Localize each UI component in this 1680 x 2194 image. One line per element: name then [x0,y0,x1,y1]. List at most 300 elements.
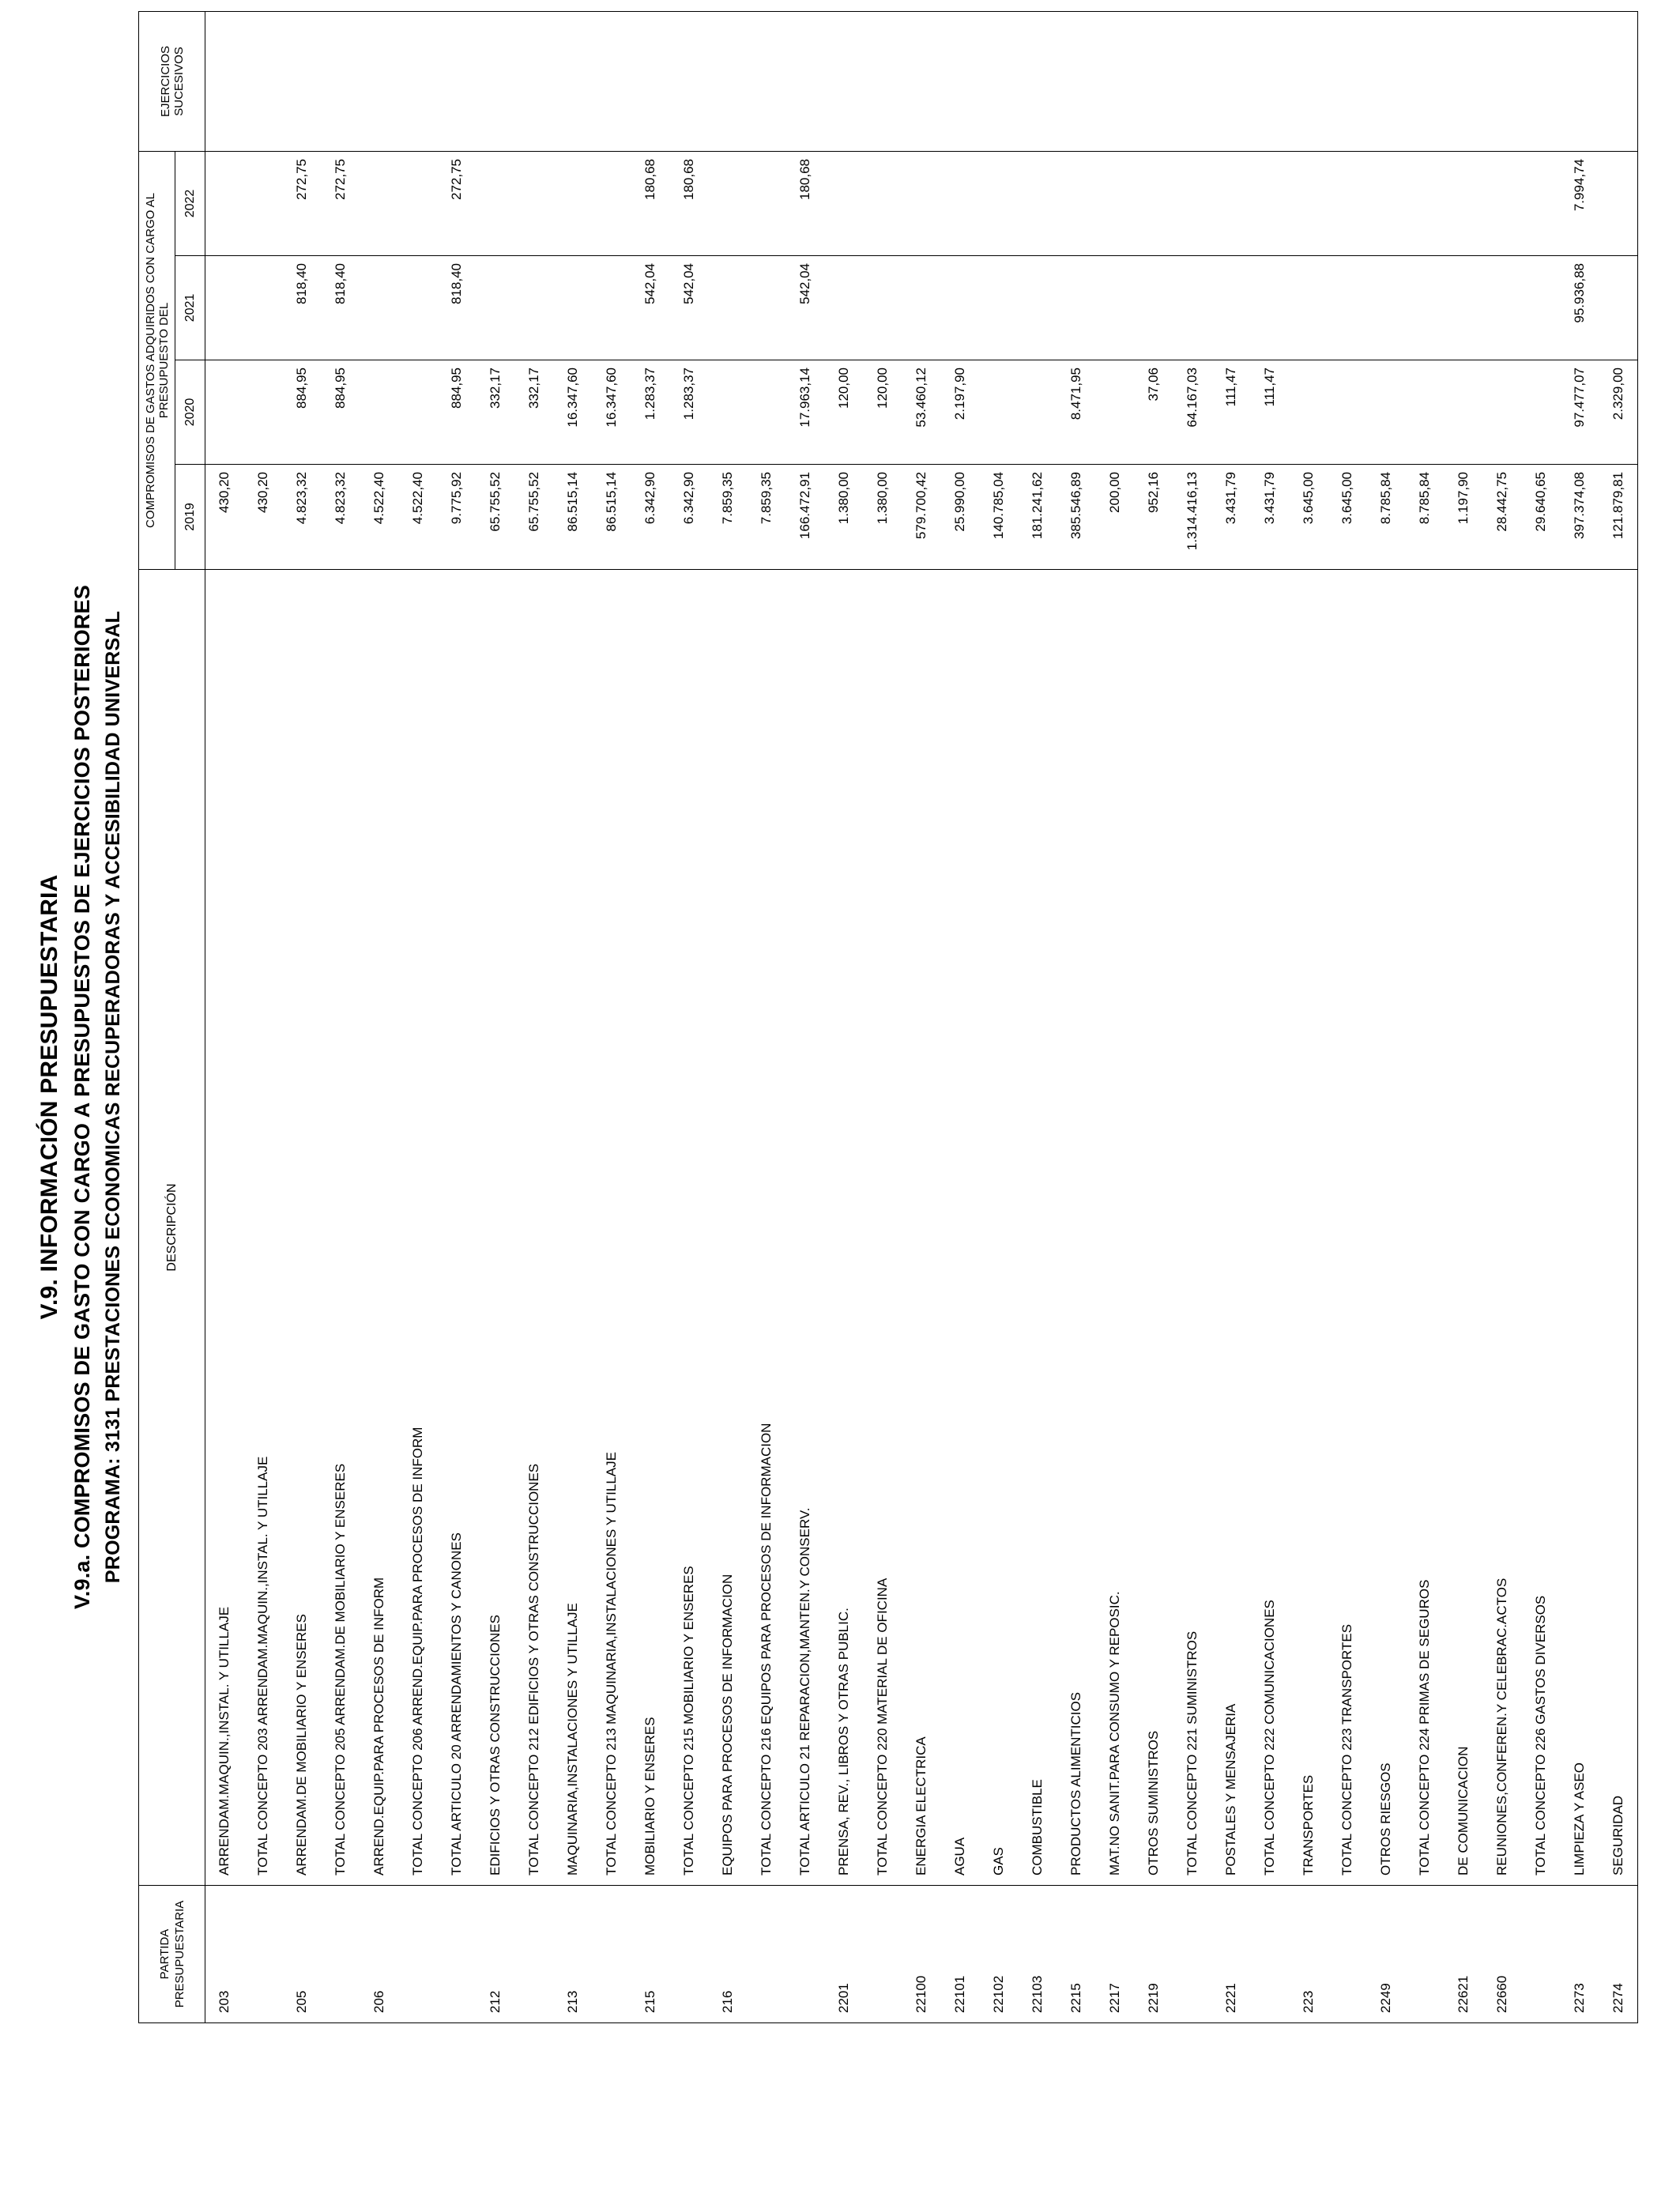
partida-cell [1173,1886,1212,2023]
value-2019-cell: 200,00 [1096,465,1135,570]
description-cell: MAQUINARIA,INSTALACIONES Y UTILLAJE [554,570,593,1886]
partida-cell [670,1886,709,2023]
table-row [825,11,864,2022]
table-row [1599,11,1638,2022]
value-2021-cell [1019,256,1057,360]
value-2021-cell [825,256,864,360]
header-compromisos: COMPROMISOS DE GASTOS ADQUIRIDOS CON CARGO AL PRESUPUESTO DEL [139,151,175,569]
value-2019-cell: 25.990,00 [941,465,980,570]
value-2022-cell [1019,151,1057,255]
partida-cell: 2215 [1057,1886,1096,2023]
table-row [322,11,360,2022]
value-2021-cell [554,256,593,360]
header-year-2020: 2020 [175,360,205,465]
value-2022-cell [554,151,593,255]
value-2021-cell: 542,04 [786,256,825,360]
value-sucesivos-cell [1173,11,1212,151]
value-2020-cell: 120,00 [825,360,864,465]
value-2021-cell: 818,40 [438,256,477,360]
value-2021-cell [1290,256,1328,360]
table-row [1173,11,1212,2022]
value-2020-cell: 16.347,60 [554,360,593,465]
partida-cell: 212 [477,1886,515,2023]
value-2020-cell: 1.283,37 [631,360,670,465]
header-year-2022: 2022 [175,151,205,255]
value-2019-cell: 121.879,81 [1599,465,1638,570]
partida-cell [244,1886,283,2023]
value-2021-cell [1096,256,1135,360]
value-2021-cell [980,256,1019,360]
description-cell: TOTAL CONCEPTO 222 COMUNICACIONES [1251,570,1290,1886]
description-cell: EQUIPOS PARA PROCESOS DE INFORMACION [709,570,748,1886]
value-2022-cell [1135,151,1173,255]
description-cell: COMBUSTIBLE [1019,570,1057,1886]
description-cell: TOTAL CONCEPTO 220 MATERIAL DE OFICINA [864,570,902,1886]
table-row [902,11,941,2022]
value-2020-cell [1328,360,1367,465]
value-2022-cell [1367,151,1406,255]
value-sucesivos-cell [283,11,322,151]
header-ejercicios-sucesivos: EJERCICIOS SUCESIVOS [139,11,205,151]
partida-cell: 22101 [941,1886,980,2023]
value-sucesivos-cell [1290,11,1328,151]
value-2019-cell: 6.342,90 [631,465,670,570]
value-2022-cell [1096,151,1135,255]
value-2019-cell: 952,16 [1135,465,1173,570]
value-2021-cell [399,256,438,360]
table-row [1328,11,1367,2022]
value-sucesivos-cell [1212,11,1251,151]
partida-cell: 2217 [1096,1886,1135,2023]
value-2020-cell [709,360,748,465]
value-sucesivos-cell [786,11,825,151]
value-2022-cell [1290,151,1328,255]
value-sucesivos-cell [438,11,477,151]
partida-cell [1251,1886,1290,2023]
description-cell: REUNIONES,CONFEREN.Y CELEBRAC.ACTOS [1483,570,1522,1886]
value-sucesivos-cell [1483,11,1522,151]
description-cell: OTROS SUMINISTROS [1135,570,1173,1886]
value-2021-cell: 542,04 [631,256,670,360]
value-2021-cell [1251,256,1290,360]
value-2021-cell [1173,256,1212,360]
description-cell: AGUA [941,570,980,1886]
value-2019-cell: 1.314.416,13 [1173,465,1212,570]
description-cell: TOTAL CONCEPTO 206 ARREND.EQUIP.PARA PROCESOS DE INFORM [399,570,438,1886]
value-2022-cell [1445,151,1483,255]
value-2021-cell [593,256,631,360]
value-sucesivos-cell [709,11,748,151]
value-sucesivos-cell [1096,11,1135,151]
table-row [438,11,477,2022]
table-row [631,11,670,2022]
value-2019-cell: 7.859,35 [748,465,786,570]
description-cell: TOTAL ARTICULO 20 ARRENDAMIENTOS Y CANONES [438,570,477,1886]
table-row [1561,11,1599,2022]
value-sucesivos-cell [980,11,1019,151]
description-cell: TOTAL CONCEPTO 216 EQUIPOS PARA PROCESOS DE INFORMACION [748,570,786,1886]
value-2020-cell: 2.329,00 [1599,360,1638,465]
value-2020-cell: 64.167,03 [1173,360,1212,465]
value-2021-cell [1483,256,1522,360]
table-row [515,11,554,2022]
value-2021-cell: 818,40 [283,256,322,360]
value-2021-cell [709,256,748,360]
value-2021-cell [864,256,902,360]
table-row [941,11,980,2022]
value-sucesivos-cell [1522,11,1561,151]
value-2019-cell: 86.515,14 [554,465,593,570]
value-sucesivos-cell [515,11,554,151]
value-2019-cell: 430,20 [205,465,244,570]
description-cell: OTROS RIESGOS [1367,570,1406,1886]
value-2022-cell [1173,151,1212,255]
value-2020-cell [1367,360,1406,465]
value-2021-cell [1135,256,1173,360]
value-2022-cell [980,151,1019,255]
value-2020-cell: 1.283,37 [670,360,709,465]
description-cell: PRENSA, REV., LIBROS Y OTRAS PUBLIC. [825,570,864,1886]
value-2022-cell [1406,151,1445,255]
value-2021-cell [1599,256,1638,360]
description-cell: ARRENDAM.DE MOBILIARIO Y ENSERES [283,570,322,1886]
value-2022-cell [593,151,631,255]
value-2021-cell [1522,256,1561,360]
value-sucesivos-cell [864,11,902,151]
value-2020-cell [1019,360,1057,465]
description-cell: TOTAL CONCEPTO 203 ARRENDAM.MAQUIN.,INSTAL. Y UTILLAJE [244,570,283,1886]
description-cell: TOTAL CONCEPTO 213 MAQUINARIA,INSTALACIONES Y UTILLAJE [593,570,631,1886]
description-cell: POSTALES Y MENSAJERIA [1212,570,1251,1886]
table-row [1096,11,1135,2022]
value-2022-cell [864,151,902,255]
partida-cell [1328,1886,1367,2023]
value-sucesivos-cell [748,11,786,151]
table-row [244,11,283,2022]
table-row [1019,11,1057,2022]
table-row [1445,11,1483,2022]
description-cell: LIMPIEZA Y ASEO [1561,570,1599,1886]
value-sucesivos-cell [360,11,399,151]
value-sucesivos-cell [1599,11,1638,151]
value-2019-cell: 28.442,75 [1483,465,1522,570]
value-sucesivos-cell [1561,11,1599,151]
table-row [477,11,515,2022]
value-sucesivos-cell [205,11,244,151]
value-2019-cell: 4.823,32 [322,465,360,570]
value-2019-cell: 397.374,08 [1561,465,1599,570]
description-cell: SEGURIDAD [1599,570,1638,1886]
value-2019-cell: 4.522,40 [360,465,399,570]
table-row [399,11,438,2022]
value-2019-cell: 86.515,14 [593,465,631,570]
value-sucesivos-cell [631,11,670,151]
value-sucesivos-cell [825,11,864,151]
partida-cell [786,1886,825,2023]
table-row [1212,11,1251,2022]
program-title: PROGRAMA: 3131 PRESTACIONES ECONOMICAS RECUPERADORAS Y ACCESIBILIDAD UNIVERSAL [102,610,124,1584]
table-header [139,11,205,2022]
partida-cell [748,1886,786,2023]
header-partida-line2: PRESUPUESTARIA [172,1900,186,2008]
value-sucesivos-cell [593,11,631,151]
value-2021-cell: 542,04 [670,256,709,360]
description-cell: TOTAL CONCEPTO 212 EDIFICIOS Y OTRAS CONSTRUCCIONES [515,570,554,1886]
value-2020-cell: 884,95 [438,360,477,465]
value-2020-cell: 120,00 [864,360,902,465]
value-2019-cell: 4.522,40 [399,465,438,570]
table-body [205,11,1638,2022]
value-sucesivos-cell [1445,11,1483,151]
value-2019-cell: 1.380,00 [864,465,902,570]
table-row [205,11,244,2022]
value-2019-cell: 29.640,65 [1522,465,1561,570]
partida-cell: 223 [1290,1886,1328,2023]
value-2022-cell [709,151,748,255]
value-2019-cell: 8.785,84 [1367,465,1406,570]
value-2020-cell: 111,47 [1212,360,1251,465]
value-2019-cell: 3.645,00 [1290,465,1328,570]
description-cell: TOTAL CONCEPTO 205 ARRENDAM.DE MOBILIARIO Y ENSERES [322,570,360,1886]
partida-cell: 203 [205,1886,244,2023]
description-cell: TOTAL CONCEPTO 224 PRIMAS DE SEGUROS [1406,570,1445,1886]
value-2022-cell [748,151,786,255]
value-2020-cell: 332,17 [477,360,515,465]
table-row [1522,11,1561,2022]
value-2020-cell: 8.471,95 [1057,360,1096,465]
partida-cell: 205 [283,1886,322,2023]
value-2022-cell [1522,151,1561,255]
value-sucesivos-cell [670,11,709,151]
value-2020-cell: 97.477,07 [1561,360,1599,465]
value-2021-cell [1328,256,1367,360]
value-2019-cell: 9.775,92 [438,465,477,570]
partida-cell: 22660 [1483,1886,1522,2023]
value-2020-cell: 111,47 [1251,360,1290,465]
value-2021-cell [1445,256,1483,360]
value-2020-cell [360,360,399,465]
value-2019-cell: 3.431,79 [1212,465,1251,570]
partida-cell [322,1886,360,2023]
value-2022-cell [1599,151,1638,255]
value-2021-cell [748,256,786,360]
value-2020-cell [205,360,244,465]
value-2021-cell [902,256,941,360]
partida-cell: 22621 [1445,1886,1483,2023]
value-sucesivos-cell [1019,11,1057,151]
description-cell: GAS [980,570,1019,1886]
title-block [36,0,125,2194]
description-cell: TOTAL CONCEPTO 215 MOBILIARIO Y ENSERES [670,570,709,1886]
partida-cell: 2219 [1135,1886,1173,2023]
value-2020-cell: 37,06 [1135,360,1173,465]
value-2021-cell [360,256,399,360]
partida-cell: 22100 [902,1886,941,2023]
value-2022-cell [399,151,438,255]
value-2022-cell: 272,75 [283,151,322,255]
table-row [1290,11,1328,2022]
value-2020-cell [1290,360,1328,465]
value-2022-cell [515,151,554,255]
value-sucesivos-cell [477,11,515,151]
value-2020-cell [748,360,786,465]
value-2020-cell: 884,95 [283,360,322,465]
header-descripcion: DESCRIPCIÓN [139,570,205,1886]
table-row [1057,11,1096,2022]
partida-cell [593,1886,631,2023]
value-2020-cell [1522,360,1561,465]
value-2020-cell: 884,95 [322,360,360,465]
description-cell: TRANSPORTES [1290,570,1328,1886]
description-cell: DE COMUNICACION [1445,570,1483,1886]
table-row [1367,11,1406,2022]
value-2019-cell: 8.785,84 [1406,465,1445,570]
partida-cell [438,1886,477,2023]
value-2021-cell [515,256,554,360]
value-2022-cell: 272,75 [322,151,360,255]
value-2019-cell: 1.380,00 [825,465,864,570]
value-2022-cell: 180,68 [670,151,709,255]
value-2022-cell [902,151,941,255]
header-partida-line1: PARTIDA [157,1928,171,1980]
value-sucesivos-cell [1251,11,1290,151]
table-row [554,11,593,2022]
partida-cell [1522,1886,1561,2023]
table-row [1251,11,1290,2022]
value-2020-cell [980,360,1019,465]
table-row [360,11,399,2022]
value-2019-cell: 3.431,79 [1251,465,1290,570]
partida-cell [864,1886,902,2023]
value-2022-cell: 180,68 [786,151,825,255]
partida-cell: 213 [554,1886,593,2023]
value-2022-cell [941,151,980,255]
report-subtitle: V.9.a. COMPROMISOS DE GASTO CON CARGO A PRESUPUESTOS DE EJERCICIOS POSTERIORES [70,585,94,1609]
value-sucesivos-cell [1057,11,1096,151]
value-2020-cell [1483,360,1522,465]
value-2022-cell: 7.994,74 [1561,151,1599,255]
description-cell: TOTAL ARTICULO 21 REPARACION,MANTEN.Y CONSERV. [786,570,825,1886]
table-row [786,11,825,2022]
description-cell: TOTAL CONCEPTO 221 SUMINISTROS [1173,570,1212,1886]
value-2019-cell: 140.785,04 [980,465,1019,570]
value-sucesivos-cell [322,11,360,151]
table-row [593,11,631,2022]
value-2019-cell: 430,20 [244,465,283,570]
partida-cell: 2201 [825,1886,864,2023]
description-cell: MAT.NO SANIT.PARA CONSUMO Y REPOSIC. [1096,570,1135,1886]
partida-cell: 22102 [980,1886,1019,2023]
value-2020-cell: 17.963,14 [786,360,825,465]
value-sucesivos-cell [244,11,283,151]
partida-cell: 2249 [1367,1886,1406,2023]
header-year-2019: 2019 [175,465,205,570]
header-year-2021: 2021 [175,256,205,360]
value-2019-cell: 166.472,91 [786,465,825,570]
partida-cell: 2274 [1599,1886,1638,2023]
header-partida [139,1886,205,2023]
partida-cell: 206 [360,1886,399,2023]
partida-cell [515,1886,554,2023]
description-cell: TOTAL CONCEPTO 223 TRANSPORTES [1328,570,1367,1886]
value-sucesivos-cell [1406,11,1445,151]
budget-table [138,11,1638,2023]
value-2021-cell [1367,256,1406,360]
description-cell: TOTAL CONCEPTO 226 GASTOS DIVERSOS [1522,570,1561,1886]
description-cell: EDIFICIOS Y OTRAS CONSTRUCCIONES [477,570,515,1886]
value-2019-cell: 65.755,52 [515,465,554,570]
value-2022-cell [360,151,399,255]
description-cell: PRODUCTOS ALIMENTICIOS [1057,570,1096,1886]
value-2022-cell [825,151,864,255]
value-2021-cell: 818,40 [322,256,360,360]
report-title: V.9. INFORMACIÓN PRESUPUESTARIA [36,874,62,1320]
value-2022-cell: 180,68 [631,151,670,255]
value-2019-cell: 4.823,32 [283,465,322,570]
value-2022-cell: 272,75 [438,151,477,255]
description-cell: ENERGIA ELECTRICA [902,570,941,1886]
value-2020-cell [399,360,438,465]
partida-cell [399,1886,438,2023]
partida-cell [1406,1886,1445,2023]
value-2019-cell: 579.700,42 [902,465,941,570]
table-row [670,11,709,2022]
value-sucesivos-cell [1367,11,1406,151]
value-2019-cell: 181.241,62 [1019,465,1057,570]
value-2021-cell [1406,256,1445,360]
value-sucesivos-cell [1328,11,1367,151]
table-row [1406,11,1445,2022]
value-2020-cell: 53.460,12 [902,360,941,465]
table-row [748,11,786,2022]
value-2022-cell [1251,151,1290,255]
value-2020-cell [244,360,283,465]
value-2021-cell: 95.936,88 [1561,256,1599,360]
value-sucesivos-cell [902,11,941,151]
value-sucesivos-cell [941,11,980,151]
value-sucesivos-cell [399,11,438,151]
table-row [980,11,1019,2022]
table-row [709,11,748,2022]
table-row [283,11,322,2022]
value-2019-cell: 1.197,90 [1445,465,1483,570]
value-2020-cell: 16.347,60 [593,360,631,465]
value-sucesivos-cell [1135,11,1173,151]
value-2022-cell [1212,151,1251,255]
table-row [864,11,902,2022]
value-2022-cell [205,151,244,255]
value-2019-cell: 385.546,89 [1057,465,1096,570]
partida-cell: 2221 [1212,1886,1251,2023]
value-2022-cell [1057,151,1096,255]
value-2022-cell [1328,151,1367,255]
table-row [1483,11,1522,2022]
partida-cell: 216 [709,1886,748,2023]
value-2020-cell: 332,17 [515,360,554,465]
value-2022-cell [477,151,515,255]
partida-cell: 215 [631,1886,670,2023]
value-2019-cell: 7.859,35 [709,465,748,570]
value-2019-cell: 3.645,00 [1328,465,1367,570]
value-2021-cell [1057,256,1096,360]
value-2020-cell [1406,360,1445,465]
value-2020-cell: 2.197,90 [941,360,980,465]
value-2021-cell [205,256,244,360]
value-2020-cell [1096,360,1135,465]
value-2021-cell [941,256,980,360]
table-row [1135,11,1173,2022]
value-2022-cell [244,151,283,255]
